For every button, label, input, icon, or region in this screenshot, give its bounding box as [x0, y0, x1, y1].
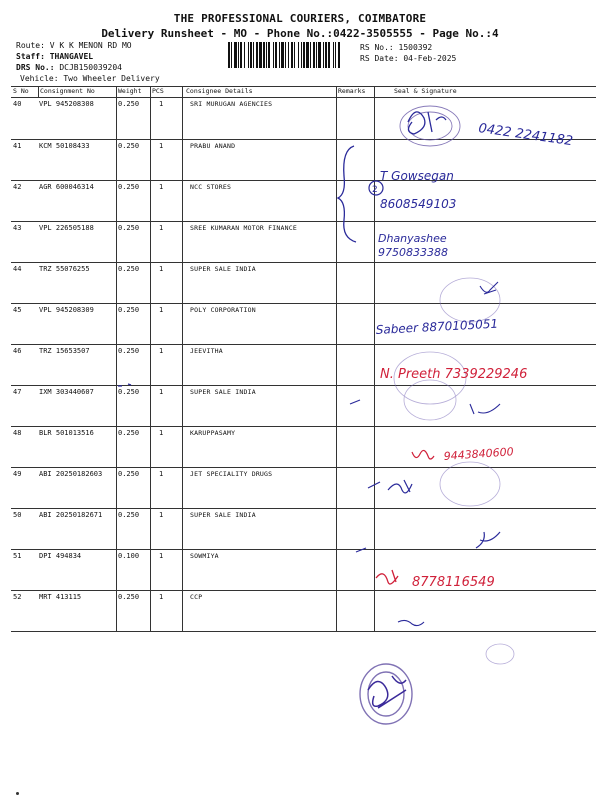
- row-48-pcs: 1: [159, 429, 164, 437]
- drs-label: DRS No.:: [16, 63, 55, 72]
- handwriting-row-40: 0422 2241182: [477, 121, 574, 150]
- row-42-wt: 0.250: [118, 183, 140, 191]
- row-51-pcs: 1: [159, 552, 164, 560]
- table-rule: [11, 426, 596, 427]
- row-50-cn: ABI 20250182671: [39, 511, 103, 519]
- row-41-sno: 41: [13, 142, 22, 150]
- table-rule: [11, 467, 596, 468]
- row-50-wt: 0.250: [118, 511, 140, 519]
- signature-row-50: [476, 532, 500, 548]
- staff-label: Staff:: [16, 52, 45, 61]
- scan-dot: [16, 792, 19, 795]
- column-divider: [374, 86, 375, 631]
- brace-mark: [338, 146, 356, 242]
- row-41-pcs: 1: [159, 142, 164, 150]
- stamp-impressions: [394, 278, 514, 664]
- row-45-sno: 45: [13, 306, 22, 314]
- row-45-name: POLY CORPORATION: [190, 306, 256, 314]
- row-48-wt: 0.250: [118, 429, 140, 437]
- handwriting-row-42: T Gowsegan 8608549103: [380, 169, 457, 211]
- table-rule: [11, 262, 596, 263]
- row-46-wt: 0.250: [118, 347, 140, 355]
- column-divider: [116, 86, 117, 631]
- table-rule: [11, 139, 596, 140]
- column-divider: [150, 86, 151, 631]
- row-42-name: NCC STORES: [190, 183, 232, 191]
- table-rule: [11, 508, 596, 509]
- signature-row-51: [376, 570, 398, 584]
- rs-meta: [360, 42, 456, 64]
- row-47-pcs: 1: [159, 388, 164, 396]
- signature-row-44: [480, 282, 498, 294]
- row-40-sno: 40: [13, 100, 22, 108]
- circled-number-text: 2: [372, 185, 378, 195]
- row-48-sno: 48: [13, 429, 22, 437]
- row-49-sno: 49: [13, 470, 22, 478]
- staff-value: THANGAVEL: [49, 52, 94, 61]
- row-45-wt: 0.250: [118, 306, 140, 314]
- row-49-wt: 0.250: [118, 470, 140, 478]
- row-50-pcs: 1: [159, 511, 164, 519]
- row-44-name: SUPER SALE INDIA: [190, 265, 256, 273]
- handwriting-row-43: Dhanyashee 9750833388: [378, 232, 448, 259]
- col-header-seal: Seal & Signature: [394, 87, 457, 95]
- row-46-name: JEEVITHA: [190, 347, 223, 355]
- table-rule: [11, 631, 596, 632]
- row-48-name: KARUPPASAMY: [190, 429, 236, 437]
- row-41-cn: KCM 50108433: [39, 142, 90, 150]
- table-rule: [11, 590, 596, 591]
- handwriting-row-51: 8778116549: [412, 575, 495, 590]
- table-rule: [11, 97, 596, 98]
- tick-mark-row-47: [350, 400, 360, 404]
- row-42-cn: AGR 600046314: [39, 183, 94, 191]
- col-header-remarks: Remarks: [338, 87, 366, 95]
- signature-row-49: [388, 480, 412, 493]
- column-divider: [336, 86, 337, 631]
- row-44-wt: 0.250: [118, 265, 140, 273]
- vehicle-line: Vehicle: Two Wheeler Delivery: [20, 74, 160, 83]
- signature-row-47: [470, 404, 500, 414]
- page-subtitle: Delivery Runsheet - MO - Phone No.:0422-3505555 - Page No.:4: [101, 27, 499, 40]
- runsheet-meta: [16, 40, 160, 84]
- row-52-sno: 52: [13, 593, 22, 601]
- row-40-wt: 0.250: [118, 100, 140, 108]
- row-49-name: JET SPECIALITY DRUGS: [190, 470, 273, 478]
- row-41-wt: 0.250: [118, 142, 140, 150]
- row-44-cn: TRZ 55076255: [39, 265, 90, 273]
- circled-number: [369, 181, 383, 195]
- table-rule: [11, 86, 596, 87]
- row-46-pcs: 1: [159, 347, 164, 355]
- row-47-sno: 47: [13, 388, 22, 396]
- row-41-name: PRABU ANAND: [190, 142, 236, 150]
- page-title: THE PROFESSIONAL COURIERS, COIMBATORE: [173, 12, 427, 25]
- row-51-name: SOWMIYA: [190, 552, 219, 560]
- row-52-wt: 0.250: [118, 593, 140, 601]
- row-46-sno: 46: [13, 347, 22, 355]
- row-48-cn: BLR 501013516: [39, 429, 94, 437]
- row-43-name: SREE KUMARAN MOTOR FINANCE: [190, 224, 297, 232]
- row-42-pcs: 1: [159, 183, 164, 191]
- row-43-wt: 0.250: [118, 224, 140, 232]
- row-50-name: SUPER SALE INDIA: [190, 511, 256, 519]
- signature-row-52: [398, 620, 424, 625]
- row-52-name: CCP: [190, 593, 203, 601]
- table-rule: [11, 344, 596, 345]
- row-40-cn: VPL 945208308: [39, 100, 94, 108]
- stamp-bottom: [360, 664, 412, 724]
- table-rule: [11, 180, 596, 181]
- table-rule: [11, 303, 596, 304]
- row-51-cn: DPI 494834: [39, 552, 82, 560]
- table-rule: [11, 221, 596, 222]
- row-44-pcs: 1: [159, 265, 164, 273]
- row-49-pcs: 1: [159, 470, 164, 478]
- drs-line: [16, 62, 160, 73]
- row-45-pcs: 1: [159, 306, 164, 314]
- row-43-cn: VPL 226505188: [39, 224, 94, 232]
- handwriting-row-45: Sabeer 8870105051: [375, 316, 499, 337]
- row-51-sno: 51: [13, 552, 22, 560]
- drs-value: DCJB150039204: [59, 63, 122, 72]
- column-divider: [182, 86, 183, 631]
- row-52-cn: MRT 413115: [39, 593, 82, 601]
- col-header-weight: Weight: [118, 87, 142, 95]
- barcode: [228, 42, 356, 68]
- row-51-wt: 0.100: [118, 552, 140, 560]
- col-header-consignee: Consignee Details: [186, 87, 253, 95]
- signature-row-48: [412, 450, 434, 459]
- row-40-name: SRI MURUGAN AGENCIES: [190, 100, 273, 108]
- table-rule: [11, 549, 596, 550]
- row-44-sno: 44: [13, 265, 22, 273]
- row-47-cn: IXM 303440607: [39, 388, 94, 396]
- row-47-name: SUPER SALE INDIA: [190, 388, 256, 396]
- column-divider: [38, 86, 39, 97]
- route-line: Route: V K K MENON RD MO: [16, 41, 132, 50]
- row-52-pcs: 1: [159, 593, 164, 601]
- signature-row-40: [408, 112, 446, 134]
- row-46-cn: TRZ 15653507: [39, 347, 90, 355]
- stamp-row-40: [400, 106, 460, 146]
- handwriting-row-48: 9443840600: [443, 445, 515, 463]
- rs-number: RS No.: 1500392: [360, 43, 433, 52]
- row-43-pcs: 1: [159, 224, 164, 232]
- row-50-sno: 50: [13, 511, 22, 519]
- table-rule: [11, 385, 596, 386]
- col-header-pcs: PCS: [152, 87, 164, 95]
- row-43-sno: 43: [13, 224, 22, 232]
- row-49-cn: ABI 20250182603: [39, 470, 103, 478]
- row-40-pcs: 1: [159, 100, 164, 108]
- handwriting-row-46: N. Preeth 7339229246: [380, 367, 528, 382]
- rs-date: RS Date: 04-Feb-2025: [360, 54, 457, 63]
- row-47-wt: 0.250: [118, 388, 140, 396]
- row-42-sno: 42: [13, 183, 22, 191]
- signature-bottom: [368, 676, 406, 708]
- staff-line: [16, 51, 160, 62]
- row-45-cn: VPL 945208309: [39, 306, 94, 314]
- col-header-consignment: Consignment No: [40, 87, 95, 95]
- col-header-sno: S No: [13, 87, 29, 95]
